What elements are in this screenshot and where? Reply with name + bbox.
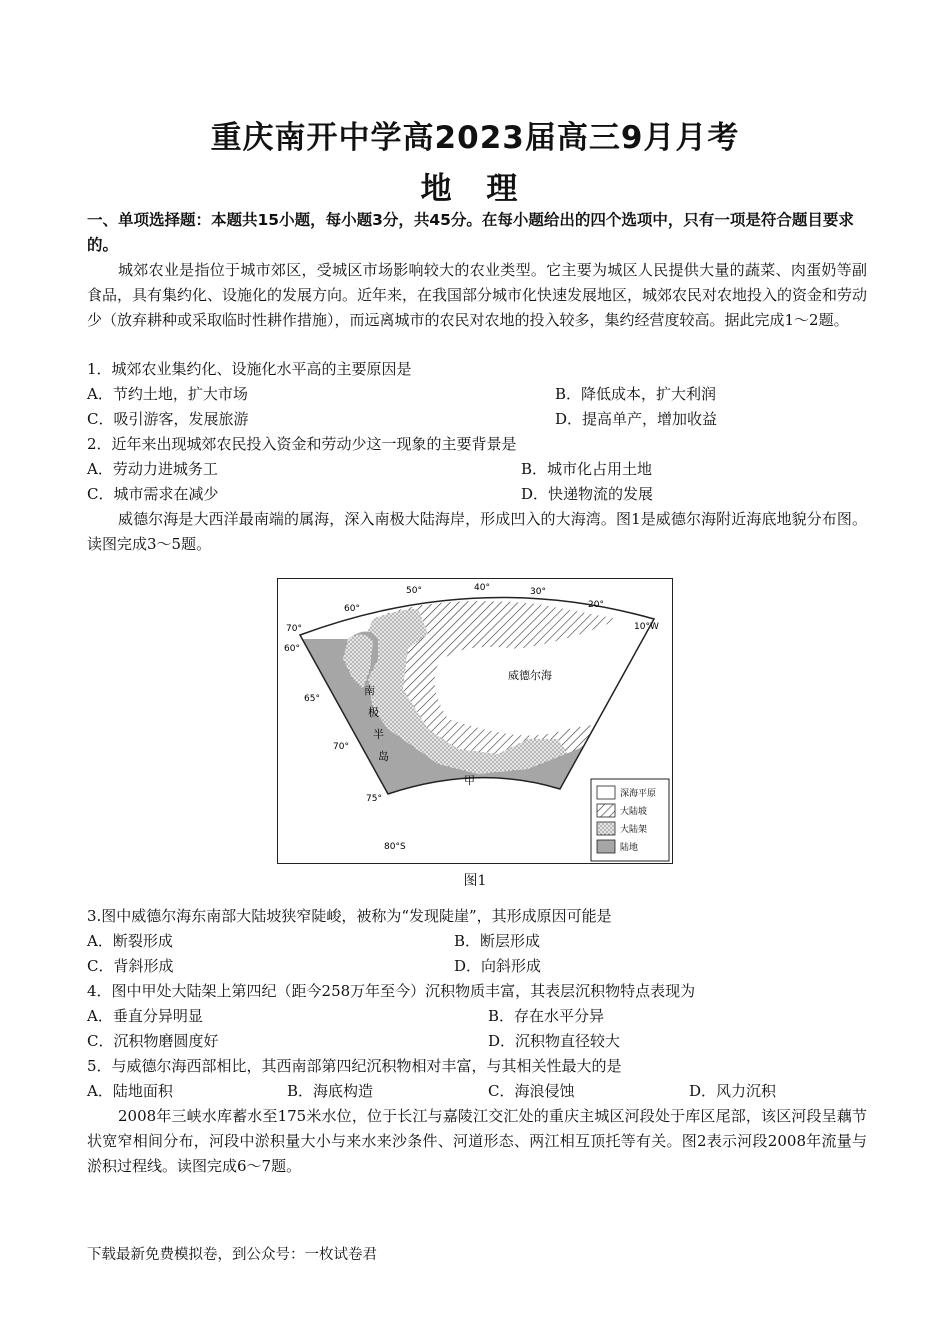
peninsula-char-4: 岛 [378,750,389,763]
q1-stem: 1．城郊农业集约化、设施化水平高的主要原因是 [87,360,412,378]
jia-label: 甲 [464,774,475,787]
q3-option-d: D．向斜形成 [454,957,542,975]
q2-option-a: A．劳动力进城务工 [87,460,218,478]
q1-option-d: D．提高单产，增加收益 [555,410,718,428]
sea-label: 威德尔海 [508,669,552,682]
q2-stem: 2．近年来出现城郊农民投入资金和劳动少这一现象的主要背景是 [87,435,517,453]
q5-option-b: B．海底构造 [287,1082,374,1100]
q4-option-d: D．沉积物直径较大 [488,1032,621,1050]
legend-slope: 大陆坡 [620,807,648,817]
lon-label-70: 70° [286,624,302,634]
lat-label-80s: 80°S [384,842,406,852]
peninsula-char-2: 极 [368,706,379,719]
q1-option-a: A．节约土地，扩大市场 [87,385,248,403]
lon-label-40: 40° [474,583,490,593]
q1-option-b: B．降低成本，扩大利润 [555,385,717,403]
exam-title: 重庆南开中学高2023届高三9月月考 [210,120,740,156]
footer-note: 下载最新免费模拟卷，到公众号：一枚试卷君 [87,1247,377,1263]
passage-1: 城郊农业是指位于城市郊区，受城区市场影响较大的农业类型。它主要为城区人民提供大量的蔬菜、肉蛋奶等副食品，具有集约化、设施化的发展方向。近年来，在我国部分城市化快速发展地区，城郊农民对农地投入的资金和劳动少（放弃耕种或采取临时性耕作措施），而远离城市的农民对农地的投入较多，集约经营度较高。据此完成1～2题。 [87,261,868,329]
q2-option-b: B．城市化占用土地 [521,460,653,478]
q5-stem: 5．与威德尔海西部相比，其西南部第四纪沉积物相对丰富，与其相关性最大的是 [87,1057,622,1075]
q5-option-a: A．陆地面积 [87,1082,173,1100]
lon-label-20: 20° [588,600,604,610]
q4-option-a: A．垂直分异明显 [87,1007,203,1025]
peninsula-char-3: 半 [373,728,384,741]
q3-option-a: A．断裂形成 [87,932,173,950]
weddell-sea-map [278,579,671,862]
passage-2: 威德尔海是大西洋最南端的属海，深入南极大陆海岸，形成凹入的大海湾。图1是威德尔海附近海底地貌分布图。读图完成3～5题。 [87,510,867,553]
q4-option-b: B．存在水平分异 [488,1007,605,1025]
q3-stem: 3.图中威德尔海东南部大陆坡狭窄陡峻，被称为“发现陡崖”，其形成原因可能是 [87,907,612,925]
q4-stem: 4．图中甲处大陆架上第四纪（距今258万年至今）沉积物质丰富，其表层沉积物特点表现为 [87,982,696,1000]
passage-3: 2008年三峡水库蓄水至175米水位，位于长江与嘉陵江交汇处的重庆主城区河段处于库区尾部，该区河段呈藕节状宽窄相间分布，河段中淤积量大小与来水来沙条件、河道形态、两江相互顶托等有关。图2表示河段2008年流量与淤积过程线。读图完成6～7题。 [87,1107,867,1175]
lon-label-50: 50° [406,586,422,596]
lon-label-30: 30° [530,587,546,597]
section-heading: 一、单项选择题：本题共15小题，每小题3分，共45分。在每小题给出的四个选项中，只有一项是符合题目要求的。 [87,211,854,254]
peninsula-char-1: 南 [364,684,375,697]
legend-shelf: 大陆架 [620,825,648,835]
q2-option-c: C．城市需求在减少 [87,485,219,503]
q1-option-c: C．吸引游客，发展旅游 [87,410,249,428]
lon-label-60: 60° [344,604,360,614]
q2-option-d: D．快递物流的发展 [521,485,654,503]
subject-title: 地 理 [420,171,530,207]
q4-option-c: C．沉积物磨圆度好 [87,1032,219,1050]
figure-1-map [277,578,673,864]
legend-land: 陆地 [620,843,639,853]
figure-1-caption: 图1 [463,873,487,889]
legend [591,779,669,861]
q3-option-b: B．断层形成 [454,932,541,950]
lat-label-70: 70° [333,742,349,752]
q5-option-c: C．海浪侵蚀 [488,1082,575,1100]
q5-option-d: D．风力沉积 [689,1082,777,1100]
legend-deep-plain: 深海平原 [620,789,657,799]
lat-label-75: 75° [366,794,382,804]
lon-label-10w: 10°W [634,622,659,632]
lat-label-60: 60° [284,644,300,654]
lat-label-65: 65° [304,694,320,704]
q3-option-c: C．背斜形成 [87,957,174,975]
